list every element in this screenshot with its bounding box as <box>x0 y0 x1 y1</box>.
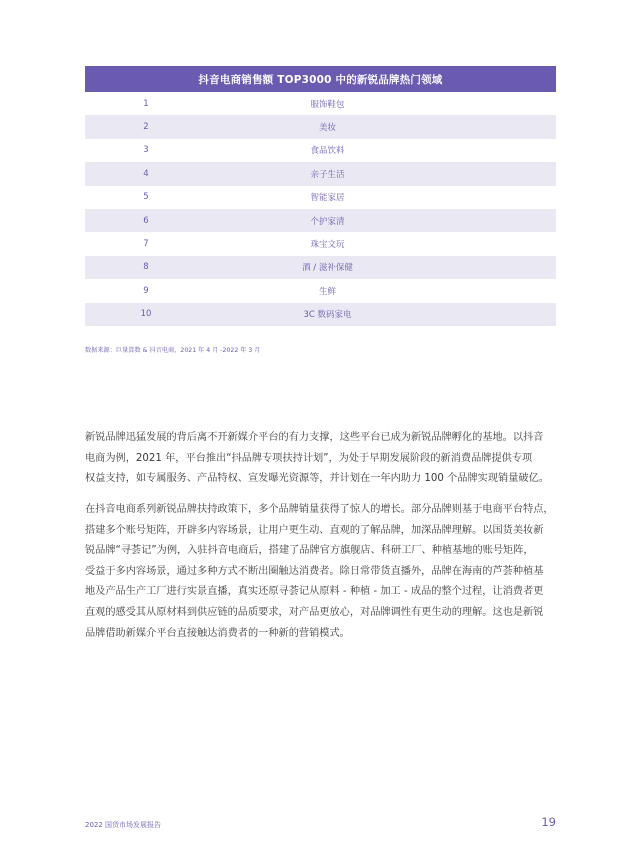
category-cell: 智能家居 <box>310 193 345 204</box>
paragraph-line: 新锐品牌迅猛发展的背后离不开新媒介平台的有力支撑，这些平台已成为新锐品牌孵化的基地。以抖音 <box>85 432 544 443</box>
data-source-note: 数据来源：巨量算数 & 抖音电商，2021 年 4 月 -2022 年 3 月 <box>85 347 261 354</box>
table-row <box>85 186 556 209</box>
category-cell: 亲子生活 <box>310 169 345 180</box>
paragraph-line: 在抖音电商系列新锐品牌扶持政策下，多个品牌销量获得了惊人的增长。部分品牌则基于电商平台特点， <box>85 504 554 515</box>
category-cell: 3C 数码家电 <box>303 310 352 321</box>
paragraph-line: 品牌借助新媒介平台直接触达消费者的一种新的营销模式。 <box>85 627 350 639</box>
paragraph-line: 锐品牌“寻荟记”为例，入驻抖音电商后，搭建了品牌官方旗舰店、科研工厂、种植基地的账号矩阵， <box>85 545 534 557</box>
footer-report-title: 2022 国货市场发展报告 <box>85 821 162 829</box>
body-paragraph-2 <box>85 500 557 644</box>
paragraph-line: 权益支持，如专属服务、产品特权、宣发曝光资源等，并计划在一年内助力 100 个品牌实现销量破亿。 <box>85 473 549 485</box>
table-title: 抖音电商销售额 TOP3000 中的新锐品牌热门领域 <box>85 66 556 92</box>
table-row <box>85 92 556 115</box>
rank-cell: 9 <box>143 285 149 296</box>
paragraph-line: 直观的感受其从原材料到供应链的品质要求，对产品更放心，对品牌调性有更生动的理解。这也是新锐 <box>85 606 544 618</box>
category-table <box>85 66 556 326</box>
rank-cell: 2 <box>143 122 149 133</box>
category-cell: 个护家清 <box>310 216 345 227</box>
rank-cell: 8 <box>143 262 149 273</box>
rank-cell: 5 <box>143 192 149 203</box>
paragraph-line: 电商为例，2021 年，平台推出“抖品牌专项扶持计划”，为处于早期发展阶段的新消费品牌提供专项 <box>85 452 533 464</box>
table-row <box>85 256 556 279</box>
table-row <box>85 303 556 326</box>
table-row <box>85 279 556 302</box>
paragraph-line: 搭建多个账号矩阵，开辟多内容场景，让用户更生动、直观的了解品牌，加深品牌理解。以国货美妆新 <box>85 524 544 536</box>
category-cell: 生鲜 <box>318 286 336 297</box>
page-number: 19 <box>541 815 556 829</box>
rank-cell: 4 <box>143 168 149 179</box>
table-row <box>85 162 556 185</box>
category-cell: 食品饮料 <box>310 146 345 157</box>
paragraph-line: 地及产品生产工厂进行实景直播，真实还原寻荟记从原料 - 种植 - 加工 - 成品的整个过程，让消费者更 <box>85 586 544 598</box>
table-row <box>85 115 556 138</box>
table-row <box>85 209 556 232</box>
paragraph-line: 受益于多内容场景，通过多种方式不断出圈触达消费者。除日常带货直播外，品牌在海南的芦荟种植基 <box>85 565 544 577</box>
rank-cell: 3 <box>143 145 149 156</box>
rank-cell: 6 <box>143 215 149 226</box>
table-row <box>85 232 556 255</box>
category-cell: 珠宝文玩 <box>310 240 345 251</box>
category-cell: 服饰鞋包 <box>310 99 345 110</box>
table-row <box>85 139 556 162</box>
category-cell: 美妆 <box>318 123 336 134</box>
rank-cell: 1 <box>143 98 149 109</box>
body-paragraph-1 <box>85 428 557 490</box>
category-cell: 酒 / 滋补保健 <box>302 263 353 274</box>
rank-cell: 7 <box>143 239 149 250</box>
rank-cell: 10 <box>140 309 152 320</box>
